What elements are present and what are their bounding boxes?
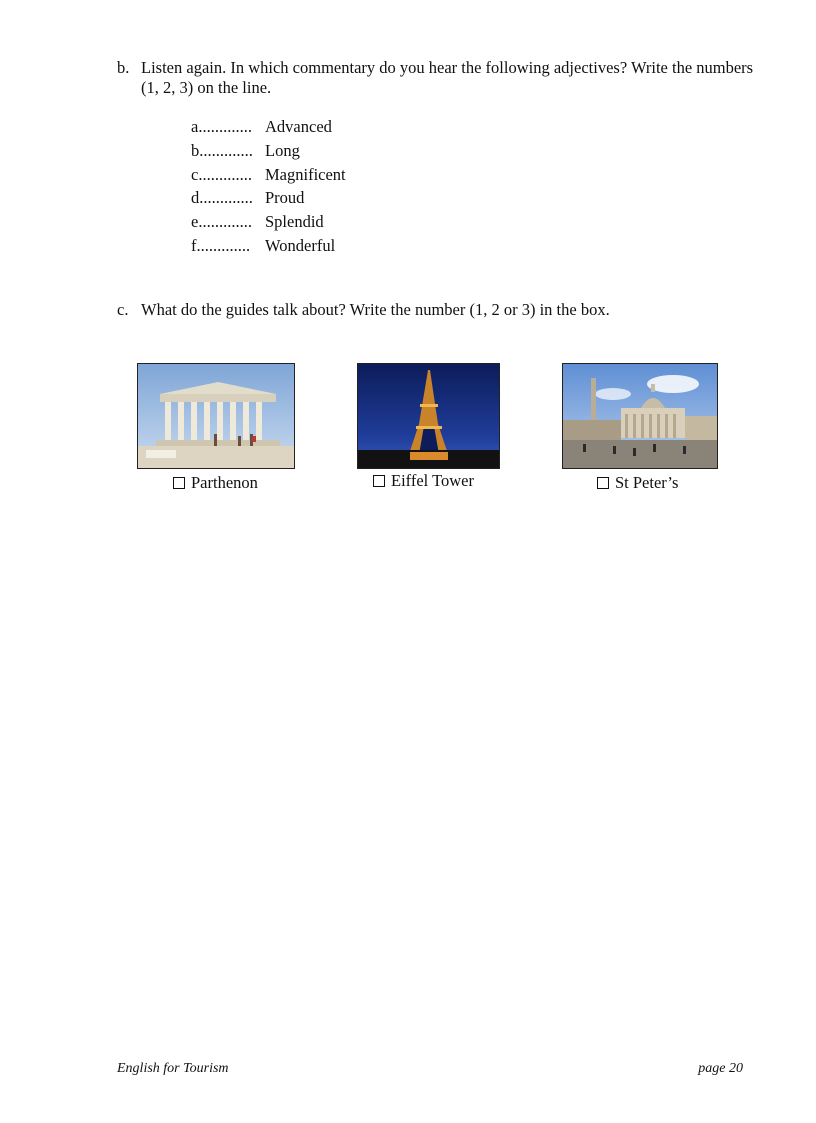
adjective-word: Long <box>265 140 300 160</box>
parthenon-photo <box>137 363 295 469</box>
question-c <box>117 300 757 322</box>
adjective-word: Magnificent <box>265 164 346 184</box>
landmark-option-st-peters[interactable] <box>597 473 678 493</box>
landmark-label: Parthenon <box>191 473 258 492</box>
answer-line-e[interactable]: e............. <box>191 212 252 232</box>
footer-book-title: English for Tourism <box>117 1061 229 1076</box>
checkbox-icon[interactable] <box>597 477 609 489</box>
checkbox-icon[interactable] <box>373 475 385 487</box>
adjective-list <box>191 117 346 260</box>
adjective-word: Proud <box>265 188 305 208</box>
footer-page-number: page 20 <box>698 1061 743 1076</box>
adjective-row-d <box>191 188 346 212</box>
question-b-letter: b. <box>117 58 130 77</box>
checkbox-icon[interactable] <box>173 477 185 489</box>
adjective-row-b <box>191 141 346 165</box>
answer-line-c[interactable]: c............. <box>191 164 252 184</box>
adjective-row-e <box>191 212 346 236</box>
answer-line-b[interactable]: b............. <box>191 140 253 160</box>
landmark-option-eiffel-tower[interactable] <box>373 471 474 491</box>
question-b-text: Listen again. In which commentary do you hear the following adjectives? Write the numbers (1, 2, 3) on the line. <box>141 58 754 97</box>
answer-line-f[interactable]: f............. <box>191 235 251 255</box>
question-b <box>117 58 757 100</box>
st-peters-photo <box>562 363 718 469</box>
adjective-row-a <box>191 117 346 141</box>
eiffel-tower-photo <box>357 363 500 469</box>
adjective-row-c <box>191 165 346 189</box>
adjective-word: Splendid <box>265 212 324 232</box>
landmark-label: St Peter’s <box>615 473 679 492</box>
answer-line-d[interactable]: d............. <box>191 188 253 208</box>
adjective-word: Wonderful <box>265 235 336 255</box>
question-c-text: What do the guides talk about? Write the number (1, 2 or 3) in the box. <box>141 300 610 319</box>
adjective-row-f <box>191 236 346 260</box>
answer-line-a[interactable]: a............. <box>191 117 252 136</box>
landmark-label: Eiffel Tower <box>391 471 474 490</box>
adjective-word: Advanced <box>265 117 332 136</box>
landmark-option-parthenon[interactable] <box>173 473 258 493</box>
question-c-letter: c. <box>117 300 129 319</box>
